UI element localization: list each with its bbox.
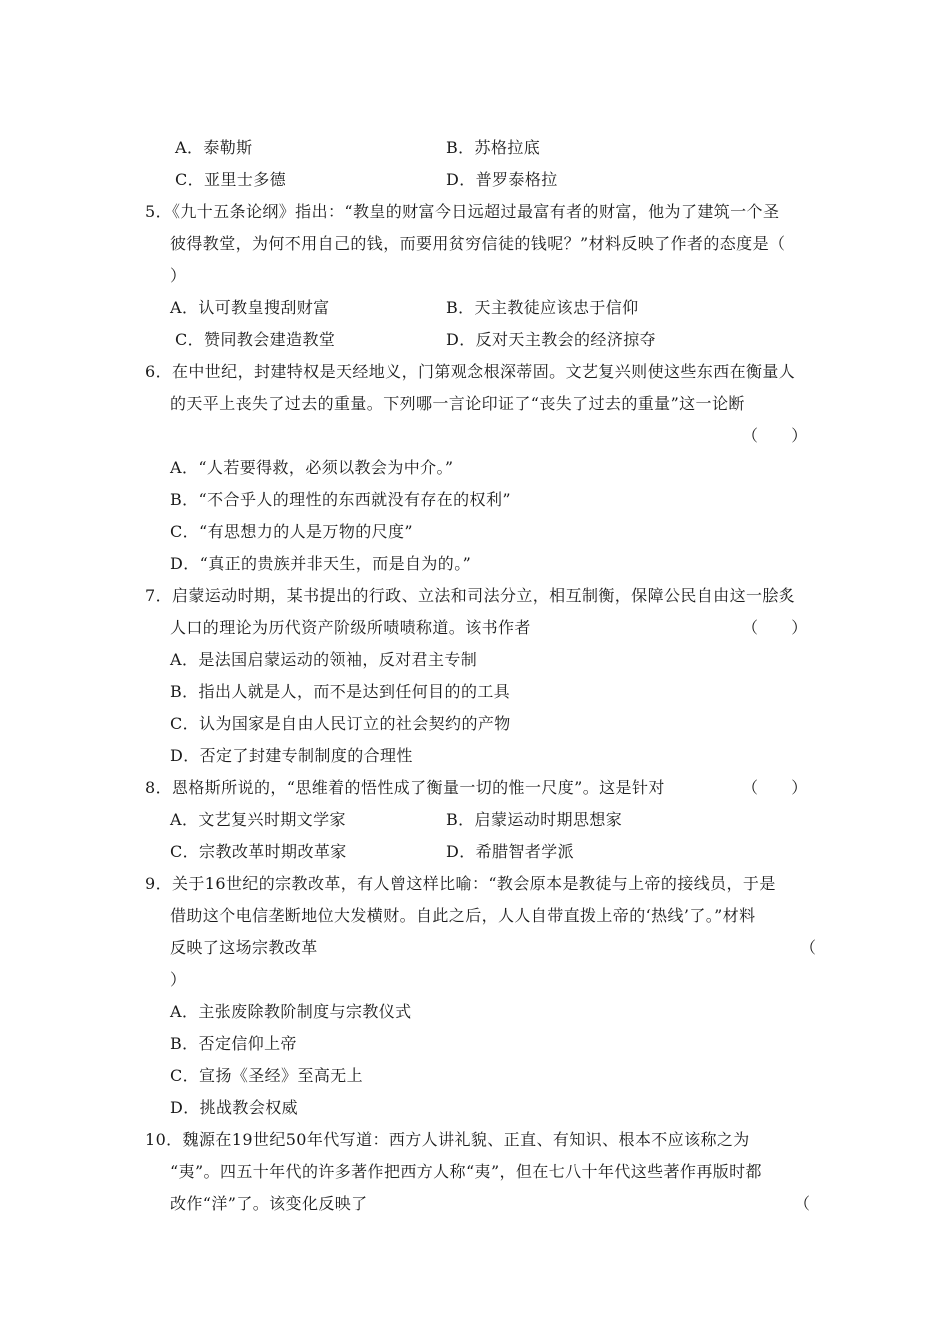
option-d: D．“真正的贵族并非天生，而是自为的。”	[170, 554, 472, 573]
option-c: C．赞同教会建造教堂	[175, 330, 336, 349]
option-c: C．“有思想力的人是万物的尺度”	[170, 522, 414, 541]
option-b: B．苏格拉底	[446, 138, 541, 157]
option-a: A．泰勒斯	[175, 138, 253, 157]
question-stem: 8．恩格斯所说的，“思维着的悟性成了衡量一切的惟一尺度”。这是针对	[145, 778, 665, 797]
option-b: B．天主教徒应该忠于信仰	[446, 298, 639, 317]
question-stem: 9．关于16世纪的宗教改革，有人曾这样比喻：“教会原本是教徒与上帝的接线员，于是	[145, 874, 776, 893]
answer-bracket: （ ）	[742, 426, 808, 445]
question-stem: 彼得教堂，为何不用自己的钱，而要用贫穷信徒的钱呢？”材料反映了作者的态度是（	[170, 234, 786, 253]
option-a: A．认可教皇搜刮财富	[170, 298, 330, 317]
option-d: D．挑战教会权威	[170, 1098, 299, 1117]
option-d: D．否定了封建专制制度的合理性	[170, 746, 413, 765]
question-stem: 改作“洋”了。该变化反映了	[170, 1194, 368, 1213]
question-stem: 5．《九十五条论纲》指出：“教皇的财富今日远超过最富有者的财富，他为了建筑一个圣	[145, 202, 780, 221]
answer-bracket: （ ）	[742, 618, 808, 637]
question-stem: “夷”。四五十年代的许多著作把西方人称“夷”，但在七八十年代这些著作再版时都	[170, 1162, 762, 1181]
option-b: B．启蒙运动时期思想家	[446, 810, 623, 829]
question-stem: 人口的理论为历代资产阶级所啧啧称道。该书作者	[170, 618, 531, 637]
question-stem: 10．魏源在19世纪50年代写道：西方人讲礼貌、正直、有知识、根本不应该称之为	[145, 1130, 750, 1149]
option-d: D．反对天主教会的经济掠夺	[446, 330, 657, 349]
option-a: A．主张废除教阶制度与宗教仪式	[170, 1002, 412, 1021]
question-stem: 的天平上丧失了过去的重量。下列哪一言论印证了“丧失了过去的重量”这一论断	[170, 394, 745, 413]
option-c: C．宗教改革时期改革家	[170, 842, 347, 861]
option-d: D．希腊智者学派	[446, 842, 575, 861]
question-stem: ）	[170, 266, 187, 285]
option-c: C．宣扬《圣经》至高无上	[170, 1066, 364, 1085]
option-d: D．普罗泰格拉	[446, 170, 558, 189]
answer-bracket-open: （	[800, 938, 817, 957]
option-b: B．“不合乎人的理性的东西就没有存在的权利”	[170, 490, 511, 509]
answer-bracket: （ ）	[742, 778, 808, 797]
question-stem: 反映了这场宗教改革	[170, 938, 318, 957]
option-c: C．亚里士多德	[175, 170, 287, 189]
question-stem: 6．在中世纪，封建特权是天经地义，门第观念根深蒂固。文艺复兴则使这些东西在衡量人	[145, 362, 796, 381]
option-a: A．文艺复兴时期文学家	[170, 810, 346, 829]
question-stem: 借助这个电信垄断地位大发横财。自此之后，人人自带直拨上帝的‘热线’了。”材料	[170, 906, 756, 925]
option-b: B．否定信仰上帝	[170, 1034, 297, 1053]
answer-bracket-open: （	[794, 1194, 811, 1213]
question-stem: 7．启蒙运动时期，某书提出的行政、立法和司法分立，相互制衡，保障公民自由这一脍炙	[145, 586, 796, 605]
option-b: B．指出人就是人，而不是达到任何目的的工具	[170, 682, 511, 701]
option-c: C．认为国家是自由人民订立的社会契约的产物	[170, 714, 511, 733]
option-a: A．是法国启蒙运动的领袖，反对君主专制	[170, 650, 478, 669]
answer-bracket-close: ）	[170, 970, 187, 989]
option-a: A．“人若要得救，必须以教会为中介。”	[170, 458, 454, 477]
